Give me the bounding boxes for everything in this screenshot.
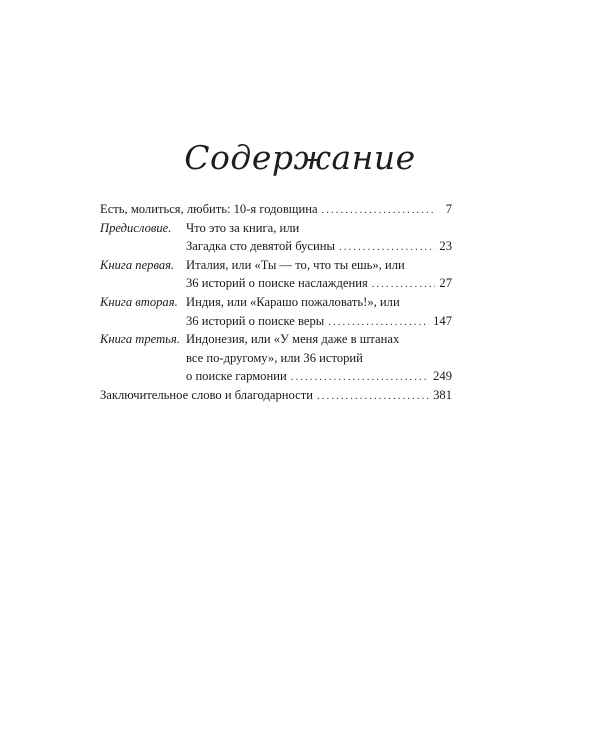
toc-entry-text: Италия, или «Ты — то, что ты ешь», или <box>186 257 405 272</box>
dot-leader <box>322 201 436 220</box>
toc-page-number: 249 <box>433 369 452 384</box>
toc-entry-text: о поиске гармонии <box>186 369 287 384</box>
toc-entry-book-two-cont <box>100 312 452 331</box>
toc-entry-anniversary <box>100 200 452 219</box>
toc-entry-preface <box>100 219 452 238</box>
toc-entry-closing <box>100 386 452 405</box>
toc-section-label: Книга вторая. <box>100 294 178 309</box>
toc-section-label: Книга первая. <box>100 257 175 272</box>
toc-page-number: 27 <box>439 276 452 291</box>
toc-entry-book-one <box>100 256 452 275</box>
dot-leader <box>317 387 429 406</box>
toc-entry-text: Индонезия, или «У меня даже в штанах <box>186 332 400 347</box>
toc-entry-text: Загадка сто девятой бусины <box>186 239 335 254</box>
toc-entry-text: Что это за книга, или <box>186 220 300 235</box>
toc-entry-text: Заключительное слово и благодарности <box>100 387 313 402</box>
dot-leader <box>339 238 435 257</box>
toc-entry-book-three-cont-2 <box>100 367 452 386</box>
toc-section-label: Книга третья. <box>100 332 180 347</box>
page-title: Содержание <box>184 138 416 177</box>
toc-page-number: 147 <box>433 313 452 328</box>
toc-page-number: 381 <box>433 387 452 402</box>
table-of-contents <box>100 200 452 405</box>
toc-entry-text: все по-другому», или 36 историй <box>186 350 363 365</box>
toc-entry-preface-cont <box>100 237 452 256</box>
toc-page-number: 23 <box>439 239 452 254</box>
toc-section-label: Предисловие. <box>100 220 172 235</box>
toc-entry-book-two <box>100 293 452 312</box>
toc-entry-text: 36 историй о поиске наслаждения <box>186 276 368 291</box>
toc-entry-text: Есть, молиться, любить: 10-я годовщина <box>100 202 318 216</box>
toc-entry-book-three <box>100 330 452 349</box>
toc-page-number: 7 <box>445 202 452 216</box>
dot-leader <box>291 368 429 387</box>
dot-leader <box>372 275 436 294</box>
toc-entry-book-three-cont <box>100 349 452 368</box>
toc-entry-book-one-cont <box>100 274 452 293</box>
dot-leader <box>328 313 429 332</box>
toc-entry-text: 36 историй о поиске веры <box>186 313 325 328</box>
toc-entry-text: Индия, или «Карашо пожаловать!», или <box>186 294 400 309</box>
